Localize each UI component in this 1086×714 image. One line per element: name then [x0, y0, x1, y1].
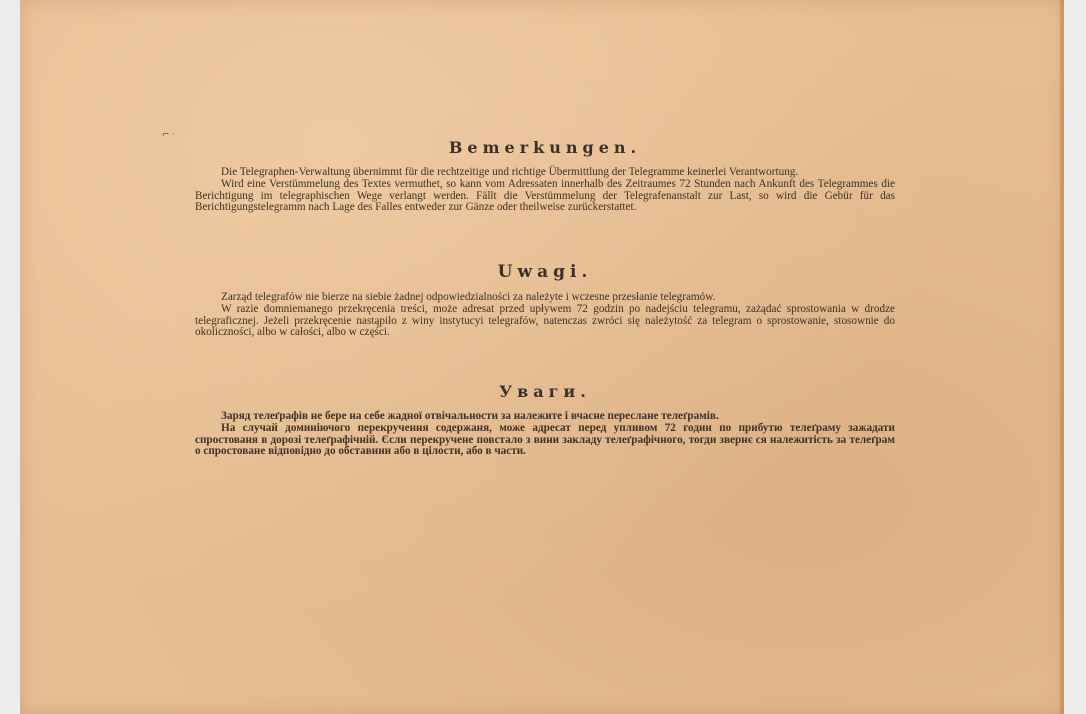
- section-ukrainian: [195, 382, 895, 458]
- section-title-polish: Uwagi.: [497, 262, 593, 282]
- margin-mark: ⌐ ·: [162, 130, 176, 140]
- paragraph-german-1: Die Telegraphen-Verwaltung übernimmt für die rechtzeitige und richtige Übermittlung der Telegramme keinerlei Verantwortung.: [221, 166, 799, 178]
- paragraph-polish-2: W razie domniemanego przekręcenia treści, może adresat przed upływem 72 godzin po nadejściu telegramu, zażądać sprostowania w drodze telegraficznej. Jeżeli przekręcenie nastąpiło z winy instytucyi telegrafów, natenczas zwróci się należytość za telegram o sprostowanie, stosownie do okoliczności, albo w całości, albo w części.: [195, 302, 895, 339]
- section-title-german: Bemerkungen.: [448, 138, 642, 157]
- section-german: [195, 138, 895, 214]
- paragraph-ukrainian-1: Заряд телеґрафів не бере на себе жадної отвічальности за належите і вчасне переслане телеґрамів.: [221, 410, 719, 422]
- paragraph-polish-1: Zarząd telegrafów nie bierze na siebie żadnej odpowiedzialności za należyte i wczesne przesłanie telegramów.: [221, 291, 716, 303]
- section-title-ukrainian: Уваги.: [499, 382, 591, 401]
- telegram-form-back-page: [20, 0, 1064, 714]
- section-polish: [195, 262, 895, 339]
- paragraph-german-2: Wird eine Verstümmelung des Textes vermuthet, so kann vom Adressaten innerhalb des Zeitraumes 72 Stunden nach Ankunft des Telegrammes die Berichtigung im telegraphischen Wege verlangt werden. Fällt die Verstümmelung der Telegrafenanstalt zur Last, so wird die Gebür für das Berichtigungstelegramm nach Lage des Falles entweder zur Gänze oder theilweise zurückerstattet.: [195, 177, 895, 214]
- paragraph-ukrainian-2: На случай доминіючого перекручення содержаня, може адресат перед упливом 72 годин по прибутю телеґраму зажадати спростованя в дорозі телеґрафічній. Єсли перекручене повстало з вини закладу телеґрафічного, тогди звернє ся належитість за телеґрам о спростоване відповідно до обставини або в цілости, або в части.: [195, 421, 895, 458]
